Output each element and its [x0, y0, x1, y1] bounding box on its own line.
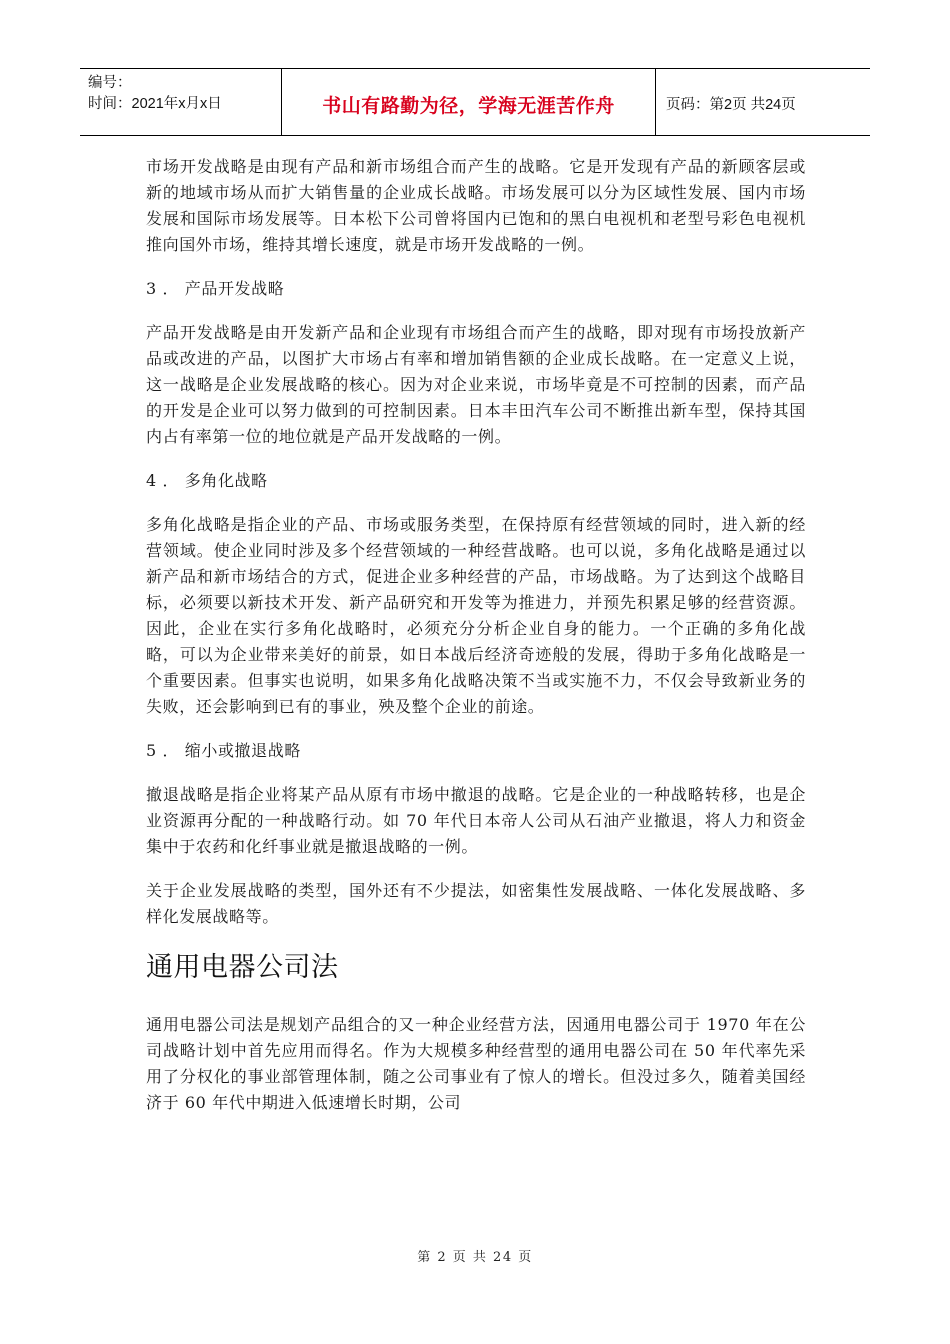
document-number-label: 编号： [88, 75, 132, 91]
paragraph-strategy-types: 关于企业发展战略的类型，国外还有不少提法，如密集性发展战略、一体化发展战略、多样化发展战略等。 [146, 881, 806, 926]
page-footer: 第 2 页 共 24 页 [417, 1250, 533, 1265]
paragraph-market-development: 市场开发战略是由现有产品和新市场组合而产生的战略。它是开发现有产品的新顾客层或新的地域市场从而扩大销售量的企业成长战略。市场发展可以分为区域性发展、国内市场发展和国际市场发展等。日本松下公司曾将国内已饱和的黑白电视机和老型号彩色电视机推向国外市场，维持其增长速度，就是市场开发战略的一例。 [146, 157, 806, 254]
header-motto: 书山有路勤为径，学海无涯苦作舟 [282, 69, 656, 135]
heading-retreat-strategy: 5 ． 缩小或撤退战略 [146, 741, 301, 760]
header-page-info: 页码：第2页 共24页 [666, 96, 796, 113]
heading-diversification: 4 ． 多角化战略 [146, 471, 268, 490]
header-meta [80, 69, 282, 135]
document-time-label: 时间：2021年x月x日 [88, 96, 222, 112]
paragraph-diversification: 多角化战略是指企业的产品、市场或服务类型，在保持原有经营领域的同时，进入新的经营领域。使企业同时涉及多个经营领域的一种经营战略。也可以说，多角化战略是通过以新产品和新市场结合的方式，促进企业多种经营的产品，市场战略。为了达到这个战略目标，必须要以新技术开发、新产品研究和开发等为推进力，并预先积累足够的经营资源。因此，企业在实行多角化战略时，必须充分分析企业自身的能力。一个正确的多角化战略，可以为企业带来美好的前景，如日本战后经济奇迹般的发展，得助于多角化战略是一个重要因素。但事实也说明，如果多角化战略决策不当或实施不力，不仅会导致新业务的失败，还会影响到已有的事业，殃及整个企业的前途。 [146, 515, 806, 716]
heading-product-development: 3 ． 产品开发战略 [146, 279, 285, 298]
paragraph-retreat-strategy: 撤退战略是指企业将某产品从原有市场中撤退的战略。它是企业的一种战略转移，也是企业资源再分配的一种战略行动。如 70 年代日本帝人公司从石油产业撤退，将人力和资金集中于农药和化纤事业就是撤退战略的一例。 [146, 785, 806, 856]
paragraph-product-development: 产品开发战略是由开发新产品和企业现有市场组合而产生的战略，即对现有市场投放新产品或改进的产品，以图扩大市场占有率和增加销售额的企业成长战略。在一定意义上说，这一战略是企业发展战略的核心。因为对企业来说，市场毕竟是不可控制的因素，而产品的开发是企业可以努力做到的可控制因素。日本丰田汽车公司不断推出新车型，保持其国内占有率第一位的地位就是产品开发战略的一例。 [146, 323, 806, 446]
paragraph-ge-method: 通用电器公司法是规划产品组合的又一种企业经营方法，因通用电器公司于 1970 年在公司战略计划中首先应用而得名。作为大规模多种经营型的通用电器公司在 50 年代率先采用了分权化的事业部管理体制，随之公司事业有了惊人的增长。但没过多久，随着美国经济于 60 年代中期进入低速增长时期，公司 [146, 1015, 806, 1112]
section-title-ge-method: 通用电器公司法 [146, 952, 339, 983]
document-body [146, 154, 806, 1134]
document-header [80, 68, 870, 136]
